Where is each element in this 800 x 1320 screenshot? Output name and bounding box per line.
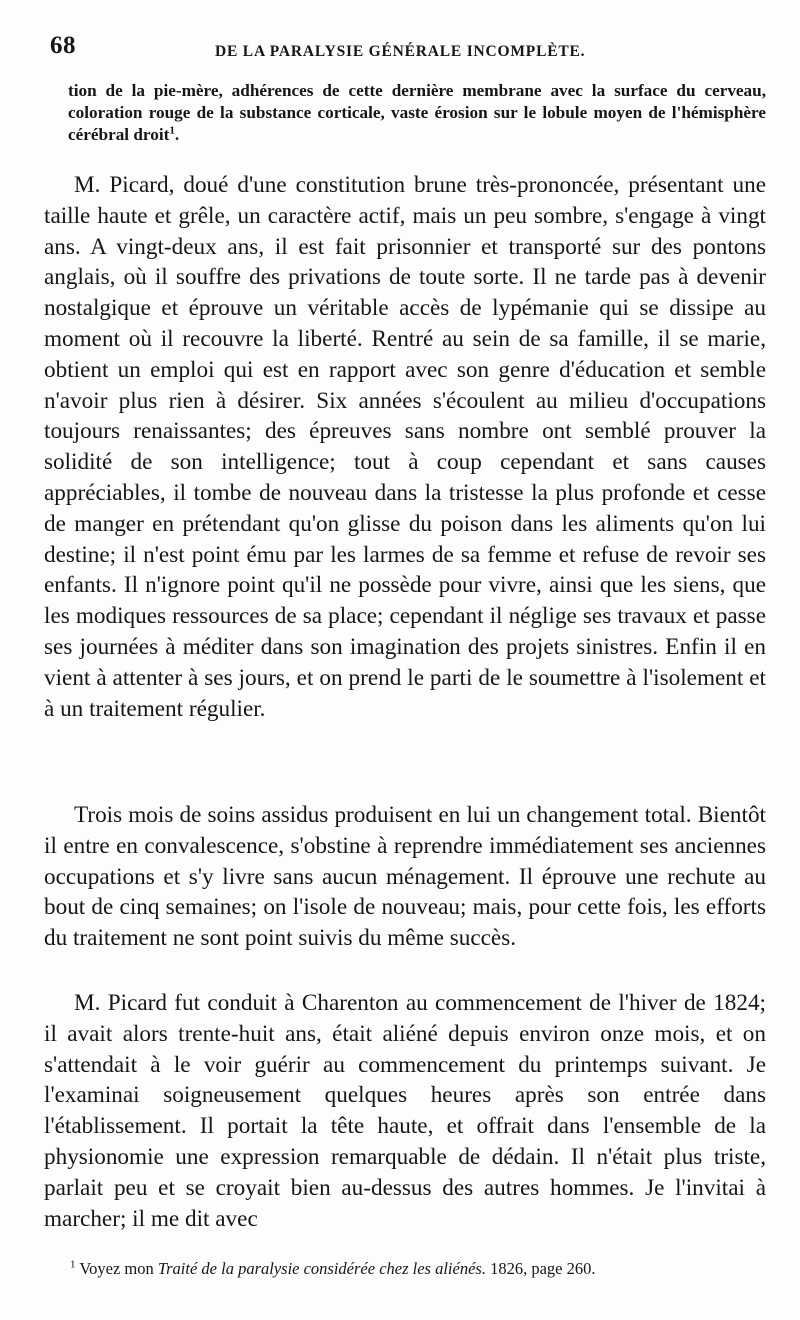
body-paragraph-1: M. Picard, doué d'une constitution brune très-prononcée, présentant une taille haute et grêle, un caractère actif, mais un peu sombre, s'engage à vingt ans. A vingt-deux ans, il est fait prisonnier et transporté sur des pontons anglais, où il souffre des privations de toute sorte. Il ne tarde pas à devenir nostalgique et éprouve un véritable accès de lypémanie qui se dissipe au moment où il recouvre la liberté. Rentré au sein de sa famille, il se marie, obtient un emploi qui est en rapport avec son genre d'éducation et semble n'avoir plus rien à désirer. Six années s'écoulent au milieu d'occupations toujours renaissantes; des épreuves sans nombre ont semblé prouver la solidité de son intelligence; tout à coup cependant et sans causes appréciables, il tombe de nouveau dans la tristesse la plus profonde et cesse de manger en prétendant qu'on glisse du poison dans les aliments qu'on lui destine; il n'est point ému par les larmes de sa femme et refuse de revoir ses enfants. Il n'ignore point qu'il ne possède pour vivre, ainsi que les siens, que les modiques ressources de sa place; cependant il néglige ses travaux et passe ses journées à méditer dans son imagination des projets sinistres. Enfin il en vient à attenter à ses jours, et on prend le parti de le soumettre à l'isolement et à un traitement régulier. [44, 172, 766, 722]
footnote-reference: 1 [169, 124, 175, 137]
footnote [56, 1258, 756, 1280]
footnote-lead: Voyez mon [79, 1259, 158, 1278]
continued-text-body: tion de la pie-mère, adhérences de cette dernière membrane avec la surface du cerveau, coloration rouge de la substance corticale, vaste érosion sur le lobule moyen de l'hémisphère cérébral droit [68, 81, 766, 144]
body-paragraph-2: Trois mois de soins assidus produisent en lui un changement total. Bientôt il entre en convalescence, s'obstine à reprendre immédiatement ses anciennes occupations et s'y livre sans aucun ménagement. Il éprouve une rechute au bout de cinq semaines; on l'isole de nouveau; mais, pour cette fois, les efforts du traitement ne sont point suivis du même succès. [44, 802, 766, 952]
continued-text-end: . [174, 125, 180, 144]
footnote-citation: 1826, page 260. [485, 1259, 596, 1278]
continued-text [68, 80, 766, 146]
running-head: DE LA PARALYSIE GÉNÉRALE INCOMPLÈTE. [215, 43, 586, 60]
body-paragraph-3: M. Picard fut conduit à Charenton au commencement de l'hiver de 1824; il avait alors trente-huit ans, était aliéné depuis environ onze mois, et on s'attendait à le voir guérir au commencement du printemps suivant. Je l'examinai soigneusement quelques heures après son entrée dans l'établissement. Il portait la tête haute, et offrait dans l'ensemble de la physionomie une expression remarquable de dédain. Il n'était plus triste, parlait peu et se croyait bien au-dessus des autres hommes. Je l'invitai à marcher; il me dit avec [44, 990, 766, 1232]
footnote-book-title: Traité de la paralysie considérée chez les aliénés. [157, 1259, 486, 1278]
footnote-mark: 1 [70, 1258, 76, 1271]
page-header [40, 32, 770, 66]
page-number: 68 [50, 32, 76, 59]
